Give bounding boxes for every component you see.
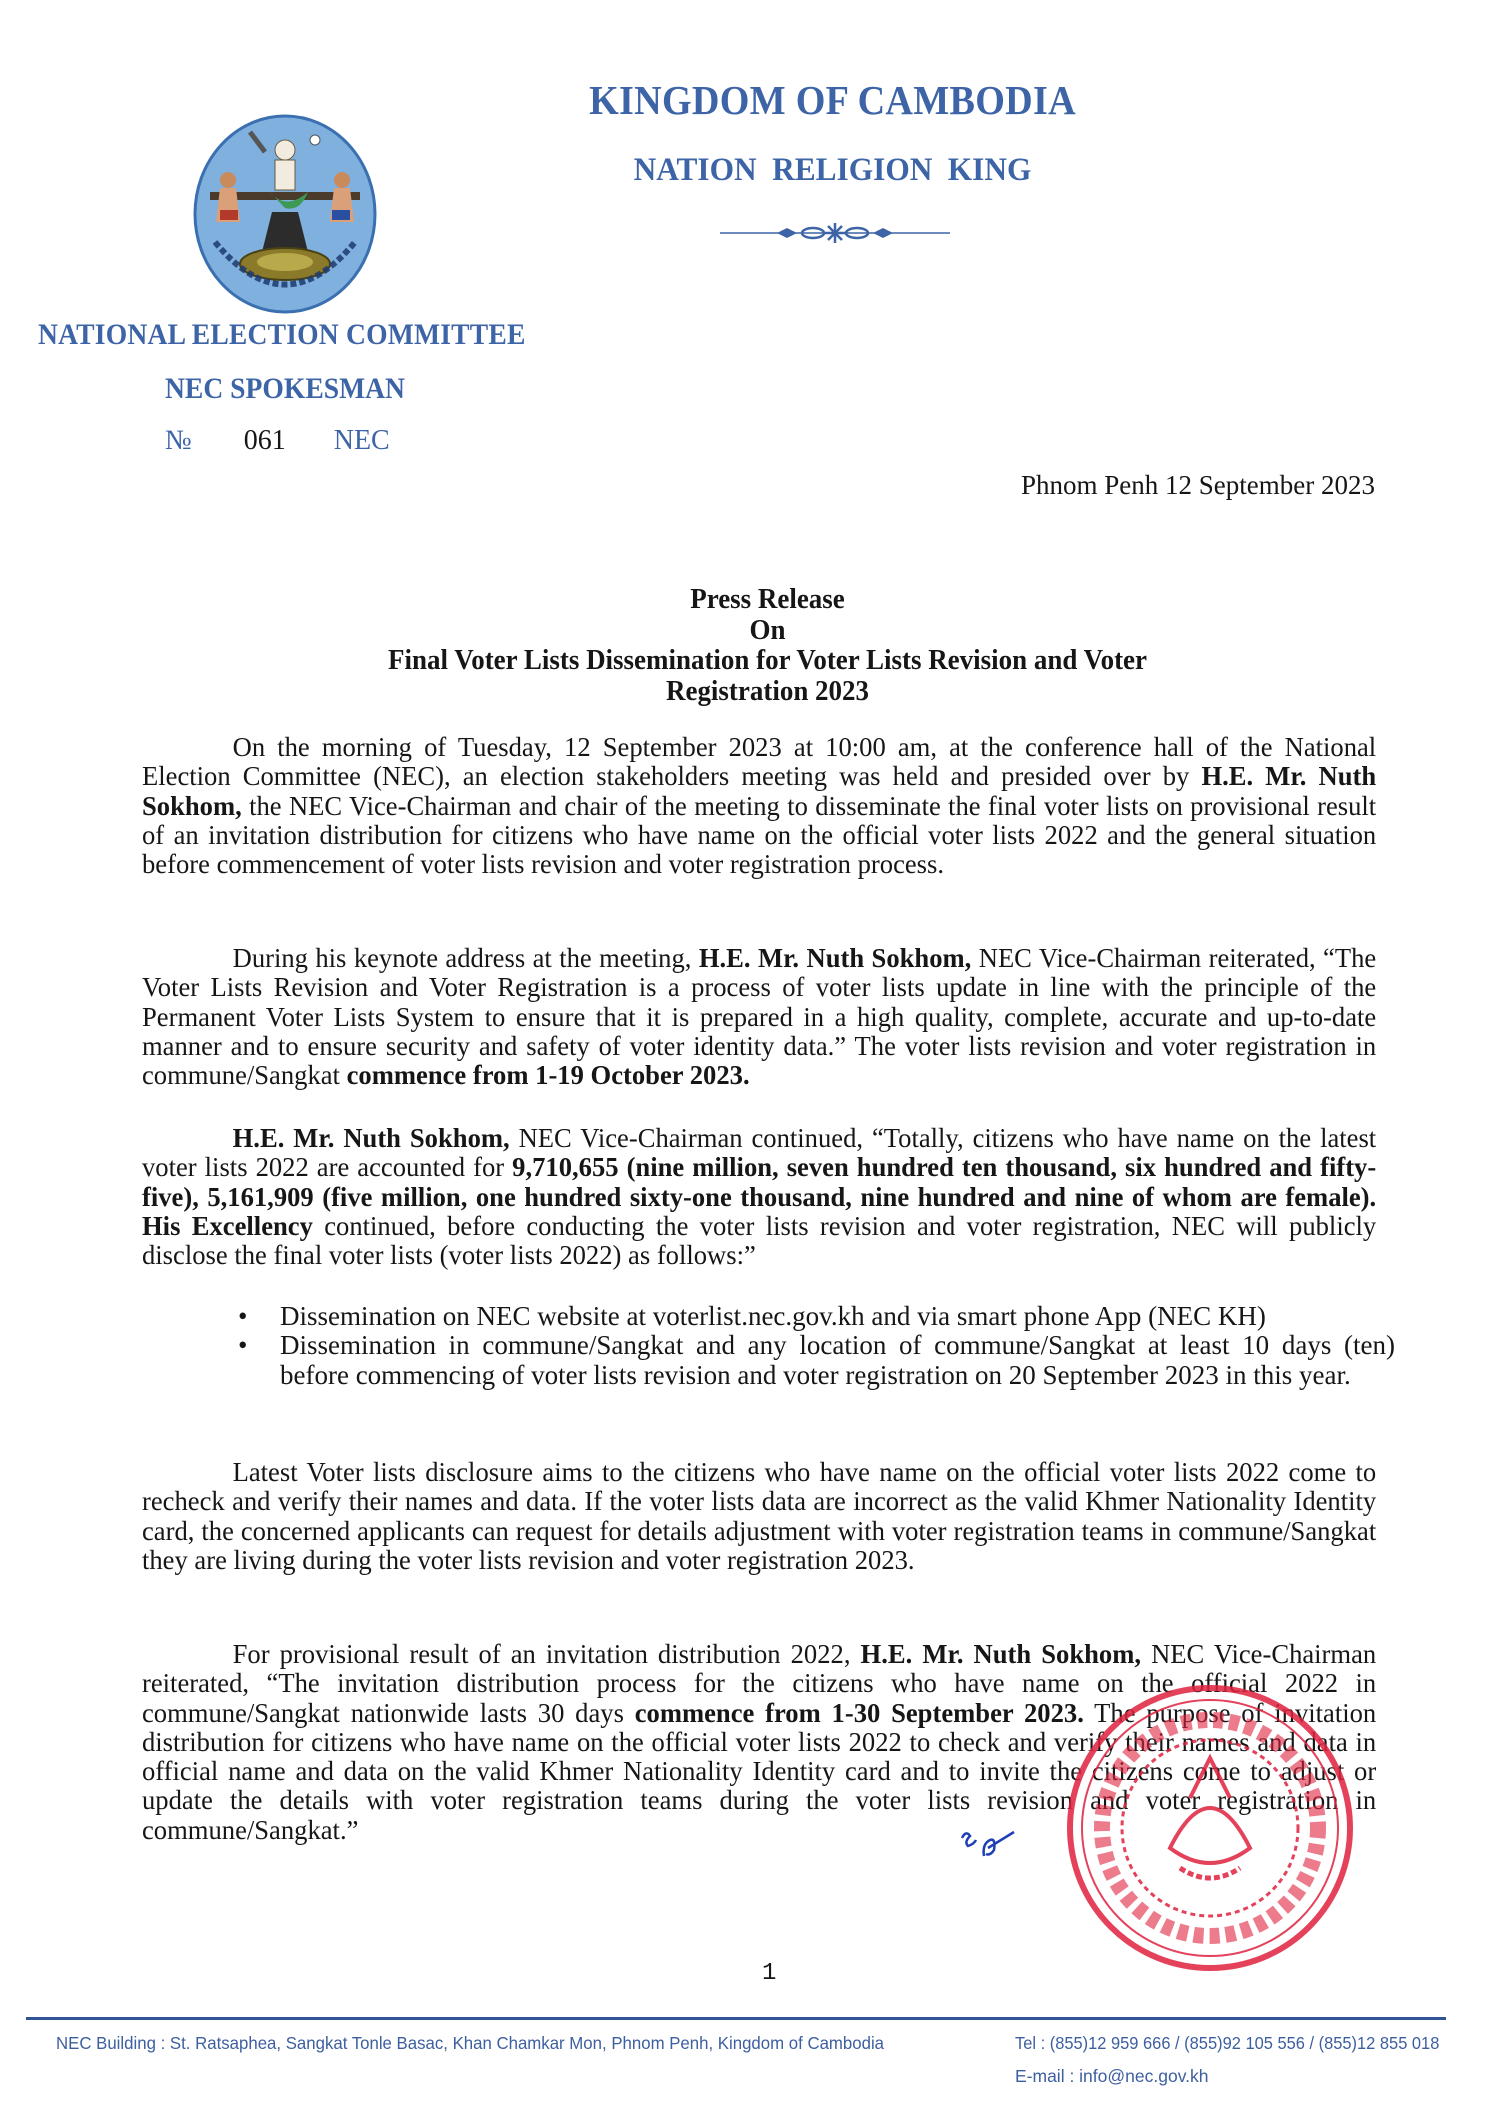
bullet-list [238,1302,1395,1390]
kingdom-heading: KINGDOM OF CAMBODIA [589,77,1076,123]
list-item-text: Dissemination in commune/Sangkat and any location of commune/Sangkat at least 10 days (ten) before commencing of voter lists revision and voter registration on 20 September 2023 in this year. [280,1330,1395,1390]
department-name: NEC SPOKESMAN [165,372,405,405]
organization-name: NATIONAL ELECTION COMMITTEE [38,318,526,351]
bold-name: H.E. Mr. Nuth Sokhom, [698,943,972,973]
motto-heading: NATION RELIGION KING [633,152,1032,188]
footer-address: NEC Building : St. Ratsaphea, Sangkat Tonle Basac, Khan Chamkar Mon, Phnom Penh, Kingdom of Cambodia [56,2033,885,2053]
bold-date: commence from 1-19 October 2023. [346,1060,750,1091]
title-line: Press Release [690,583,845,615]
decorative-divider-icon [715,220,955,246]
footer-email: E-mail : info@nec.gov.kh [1015,2066,1209,2086]
footer-phone: Tel : (855)12 959 666 / (855)92 105 556 / (855)12 855 018 [1015,2033,1440,2053]
text-run: For provisional result of an invitation distribution 2022, [232,1639,861,1669]
bold-name: H.E. Mr. Nuth Sokhom, [232,1123,510,1153]
text-run: NEC Vice-Chairman reiterated, “The Voter Lists Revision and Voter Registration is a process of voter lists update in line with the principle of the Permanent Voter Lists System to ensure that it is prepared in a high quality, complete, accurate and up-to-date manner and to ensure security and safety of voter identity data.” The voter lists revision and voter registration in commune/Sangkat [142,943,1377,1091]
title-line: On [749,613,786,646]
bullet-icon: • [238,1330,248,1361]
bold-name: H.E. Mr. Nuth Sokhom, [142,761,1377,821]
page-number: 1 [762,1960,777,1987]
body-paragraph [142,1458,1395,1575]
body-paragraph [142,944,1395,1090]
bullet-icon: • [238,1301,248,1331]
list-item [238,1302,1395,1331]
reference-suffix: NEC [333,425,390,456]
reference-number [165,425,390,457]
document-title [140,584,1395,706]
place-date: Phnom Penh 12 September 2023 [1021,470,1375,500]
body-paragraph [142,733,1395,879]
title-line: Final Voter Lists Dissemination for Voter Lists Revision and Voter [388,644,1147,676]
bold-name: H.E. Mr. Nuth Sokhom, [860,1639,1142,1669]
bold-date: commence from 1-30 September 2023. [634,1697,1084,1728]
official-red-seal-icon [1060,1678,1360,1978]
body-paragraph [142,1124,1395,1270]
text-run: NEC Vice-Chairman continued, “Totally, citizens who have name on the latest voter lists 2022 are accounted for [142,1123,1377,1183]
text-run: The purpose of invitation distribution for citizens who have name on the official voter lists 2022 to check and verify their names and data in official name and data on the valid Khmer Nationality Identity card and to invite the citizens come to adjust or update the details with voter registration teams during the voter lists revision and voter registration in commune/Sangkat.” [142,1697,1377,1845]
text-run: the NEC Vice-Chairman and chair of the meeting to disseminate the final voter lists on provisional result of an invitation distribution for citizens who have name on the official voter lists 2022 and the general situation before commencement of voter lists revision and voter registration process. [142,790,1377,880]
text-run: Latest Voter lists disclosure aims to the citizens who have name on the official voter lists 2022 come to recheck and verify their names and data. If the voter lists data are incorrect as the valid Khmer Nationality Identity card, the concerned applicants can request for details adjustment with voter registration teams in commune/Sangkat they are living during the voter lists revision and voter registration 2023. [142,1457,1377,1575]
title-line: Registration 2023 [665,674,870,707]
footer-divider [26,2017,1446,2020]
text-run: During his keynote address at the meeting, [232,943,699,973]
nec-emblem-icon [190,112,380,317]
text-run: continued, before conducting the voter lists revision and voter registration, NEC will publicly disclose the final voter lists (voter lists 2022) as follows:” [142,1210,1377,1271]
reference-prefix: № [165,425,192,456]
list-item-text: Dissemination on NEC website at voterlist.nec.gov.kh and via smart phone App (NEC KH) [280,1301,1266,1331]
text-run: NEC Vice-Chairman reiterated, “The invitation distribution process for the citizens who have name on the official 2022 in commune/Sangkat nationwide lasts 30 days [142,1639,1377,1728]
list-item [238,1331,1395,1390]
reference-value: 061 [243,425,286,456]
handwritten-initials-icon [958,1826,1016,1864]
text-run: On the morning of Tuesday, 12 September 2023 at 10:00 am, at the conference hall of the National Election Committee (NEC), an election stakeholders meeting was held and presided over by [142,732,1377,792]
bold-figures: 9,710,655 (nine million, seven hundred ten thousand, six hundred and fifty-five), 5,161,909 (five million, one hundred sixty-one thousand, nine hundred and nine of whom are female). His Excellency [142,1152,1377,1241]
